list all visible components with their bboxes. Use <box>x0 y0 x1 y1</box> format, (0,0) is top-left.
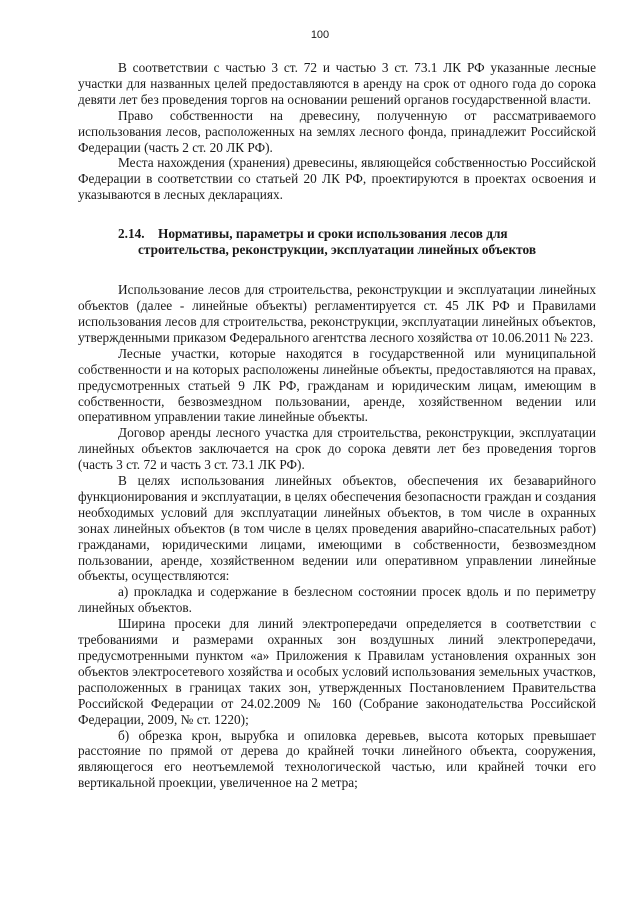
paragraph-regulation: Использование лесов для строительства, реконструкции и эксплуатации линейных объектов (далее - линейные объекты) регламентируется ст. 45 ЛК РФ и Правилами использования лесов для строительства, реконструкции, эксплуатации линейных объектов, утвержденными приказом Федерального агентства лесного хозяйства от 10.06.2011 № 223. <box>78 282 596 345</box>
paragraph-purposes: В целях использования линейных объектов, обеспечения их безаварийного функционирования и эксплуатации, в целях обеспечения безопасности граждан и создания необходимых условий для эксплуатации линейных объектов, в том числе в охранных зонах линейных объектов (в том числе в целях проведения аварийно-спасательных работ) гражданами, юридическими лицами, имеющими в собственности, безвозмездном пользовании, аренде, хозяйственном ведении или оперативном управлении линейные объекты, осуществляются: <box>78 473 596 584</box>
list-item-b: б) обрезка крон, вырубка и опиловка деревьев, высота которых превышает расстояние по прямой от дерева до крайней точки линейного объекта, сооружения, являющегося его неотъемлемой технологической частью, или крайней точки его вертикальной проекции, увеличенное на 2 метра; <box>78 727 596 791</box>
paragraph-lease-agreement: Договор аренды лесного участка для строительства, реконструкции, эксплуатации линейных объектов заключается на срок до сорока девяти лет без проведения торгов (часть 3 ст. 72 и часть 3 ст. 73.1 ЛК РФ). <box>78 425 596 473</box>
paragraph-wood-ownership: Право собственности на древесину, полученную от рассматриваемого использования лесов, расположенных на землях лесного фонда, принадлежит Российской Федерации (часть 2 ст. 20 ЛК РФ). <box>78 107 596 155</box>
spacer <box>78 203 596 226</box>
section-heading <box>78 226 596 242</box>
paragraph-wood-storage: Места нахождения (хранения) древесины, являющейся собственностью Российской Федерации в соответствии со статьей 20 ЛК РФ, проектируются в проектах освоения и указываются в лесных декларациях. <box>78 155 596 203</box>
document-body <box>78 60 596 791</box>
section-title-line1: Нормативы, параметры и сроки использования лесов для <box>158 226 508 242</box>
spacer <box>78 258 596 282</box>
list-item-a: а) прокладка и содержание в безлесном состоянии просек вдоль и по периметру линейных объектов. <box>78 584 596 616</box>
paragraph-lease-term: В соответствии с частью 3 ст. 72 и частью 3 ст. 73.1 ЛК РФ указанные лесные участки для названных целей предоставляются в аренду на срок от одного года до сорока девяти лет без проведения торгов на основании решений органов государственной власти. <box>78 60 596 107</box>
section-title-line2: строительства, реконструкции, эксплуатации линейных объектов <box>137 242 536 258</box>
paragraph-clearing-width: Ширина просеки для линий электропередачи определяется в соответствии с требованиями и размерами охранных зон воздушных линий электропередачи, предусмотренными пунктом «а» Приложения к Правилам установления охранных зон объектов электросетевого хозяйства и особых условий использования земельных участков, расположенных в границах таких зон, утвержденных Постановлением Правительства Российской Федерации от 24.02.2009 № 160 (Собрание законодательства Российской Федерации, 2009, № ст. 1220); <box>78 616 596 727</box>
page-number: 100 <box>310 29 330 41</box>
section-number: 2.14. <box>118 226 145 242</box>
paragraph-land-plots: Лесные участки, которые находятся в государственной или муниципальной собственности и на которых расположены линейные объекты, предоставляются на правах, предусмотренных статьей 9 ЛК РФ, гражданам и юридическим лицам, имеющим в собственности, безвозмездном пользовании, аренде, хозяйственном ведении или оперативном управлении такие линейные объекты. <box>78 345 596 425</box>
